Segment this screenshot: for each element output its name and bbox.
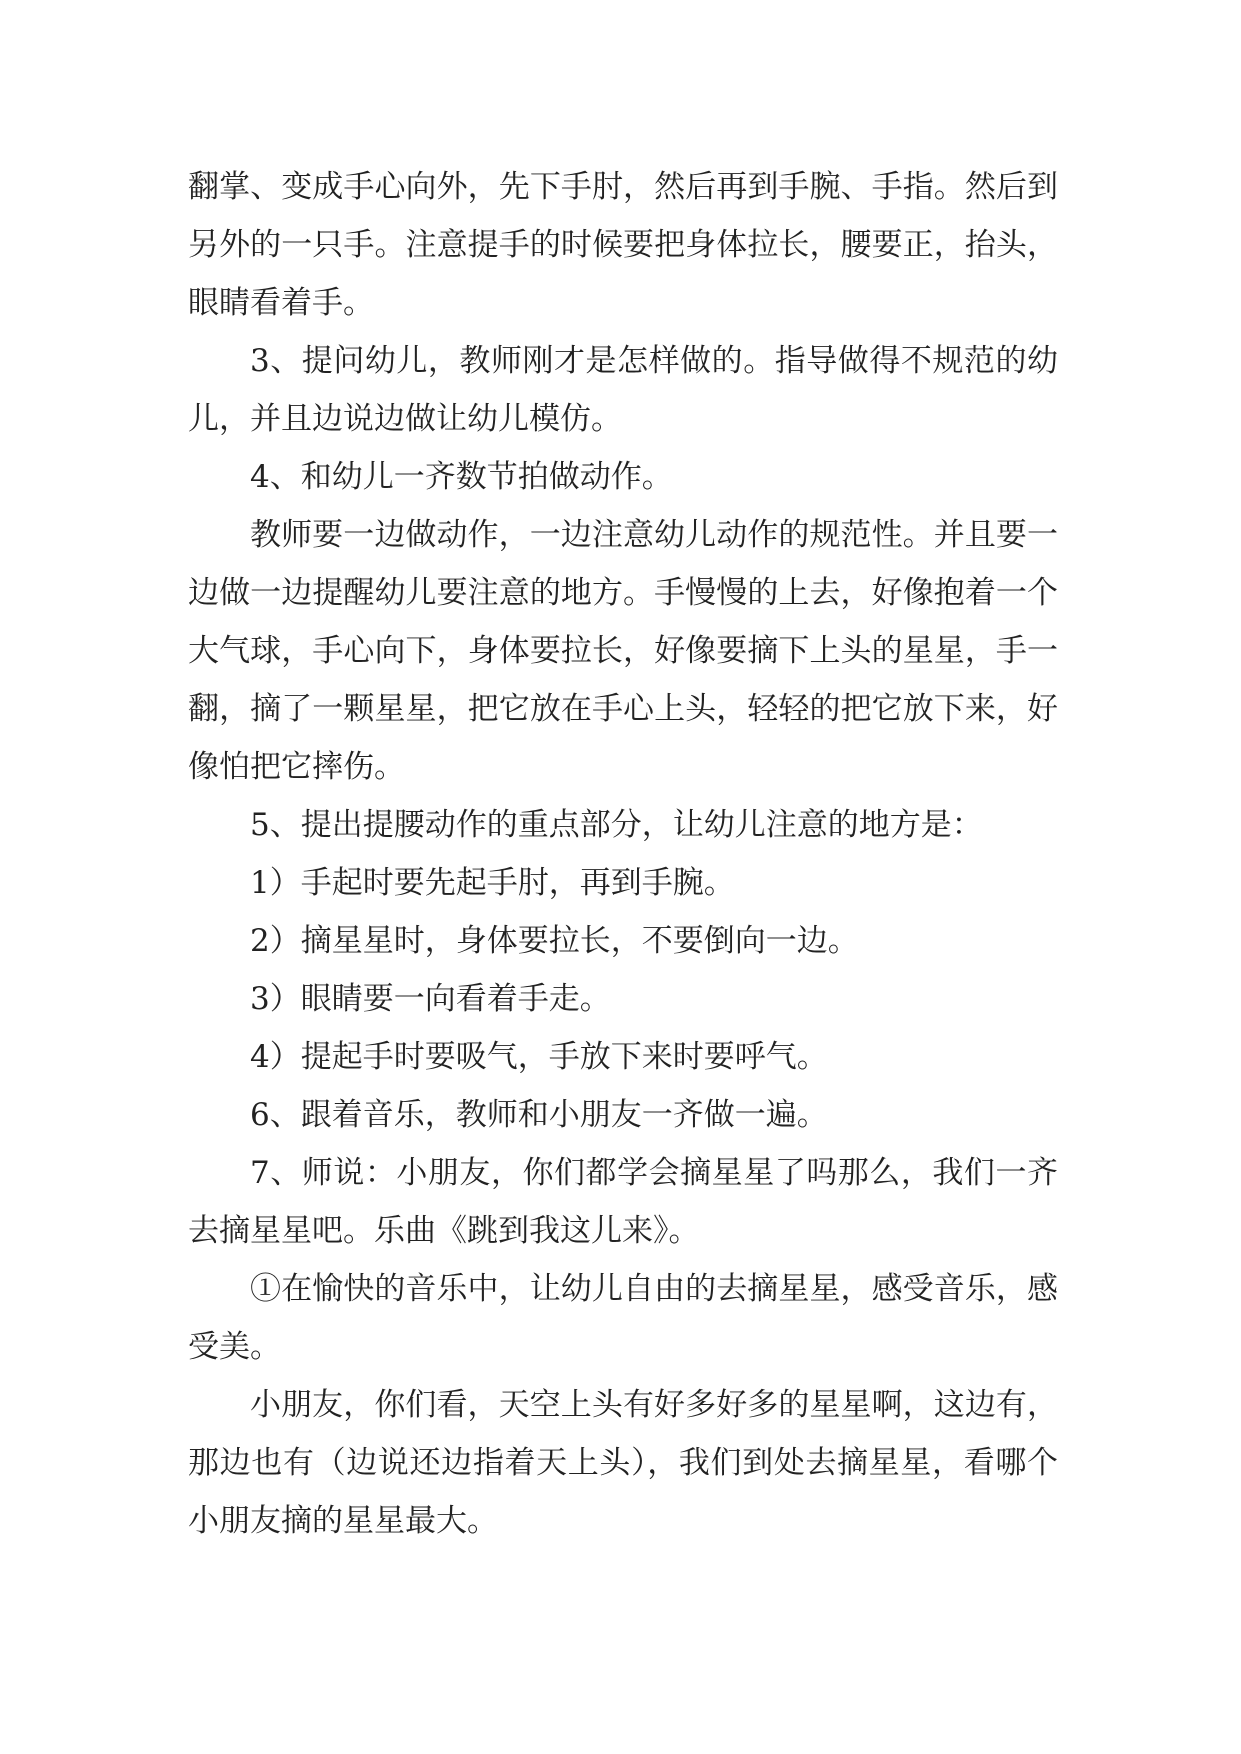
paragraph-5: 5、提出提腰动作的重点部分，让幼儿注意的地方是： (250, 807, 983, 843)
paragraph-12: ①在愉快的音乐中，让幼儿自由的去摘星星，感受音乐，感受美。 (188, 1271, 1058, 1365)
paragraph-4: 教师要一边做动作，一边注意幼儿动作的规范性。并且要一边做一边提醒幼儿要注意的地方。手慢慢的上去，好像抱着一个大气球，手心向下，身体要拉长，好像要摘下上头的星星，手一翻，摘了一颗星星，把它放在手心上头，轻轻的把它放下来，好像怕把它摔伤。 (188, 517, 1058, 785)
paragraph-1: 翻掌、变成手心向外，先下手肘，然后再到手腕、手指。然后到另外的一只手。注意提手的时候要把身体拉长，腰要正，抬头，眼睛看着手。 (188, 169, 1058, 321)
paragraph-11: 7、师说：小朋友，你们都学会摘星星了吗那么，我们一齐去摘星星吧。乐曲《跳到我这儿来》。 (188, 1155, 1058, 1249)
paragraph-6: 1）手起时要先起手肘，再到手腕。 (250, 865, 735, 901)
paragraph-13: 小朋友，你们看，天空上头有好多好多的星星啊，这边有，那边也有（边说还边指着天上头），我们到处去摘星星，看哪个小朋友摘的星星最大。 (188, 1387, 1058, 1539)
paragraph-9: 4）提起手时要吸气，手放下来时要呼气。 (250, 1039, 828, 1075)
paragraph-7: 2）摘星星时，身体要拉长，不要倒向一边。 (250, 923, 859, 959)
paragraph-3: 4、和幼儿一齐数节拍做动作。 (250, 459, 673, 495)
paragraph-2: 3、提问幼儿，教师刚才是怎样做的。指导做得不规范的幼儿，并且边说边做让幼儿模仿。 (188, 343, 1058, 437)
document-body (188, 158, 1058, 1550)
paragraph-8: 3）眼睛要一向看着手走。 (250, 981, 611, 1017)
paragraph-10: 6、跟着音乐，教师和小朋友一齐做一遍。 (250, 1097, 828, 1133)
